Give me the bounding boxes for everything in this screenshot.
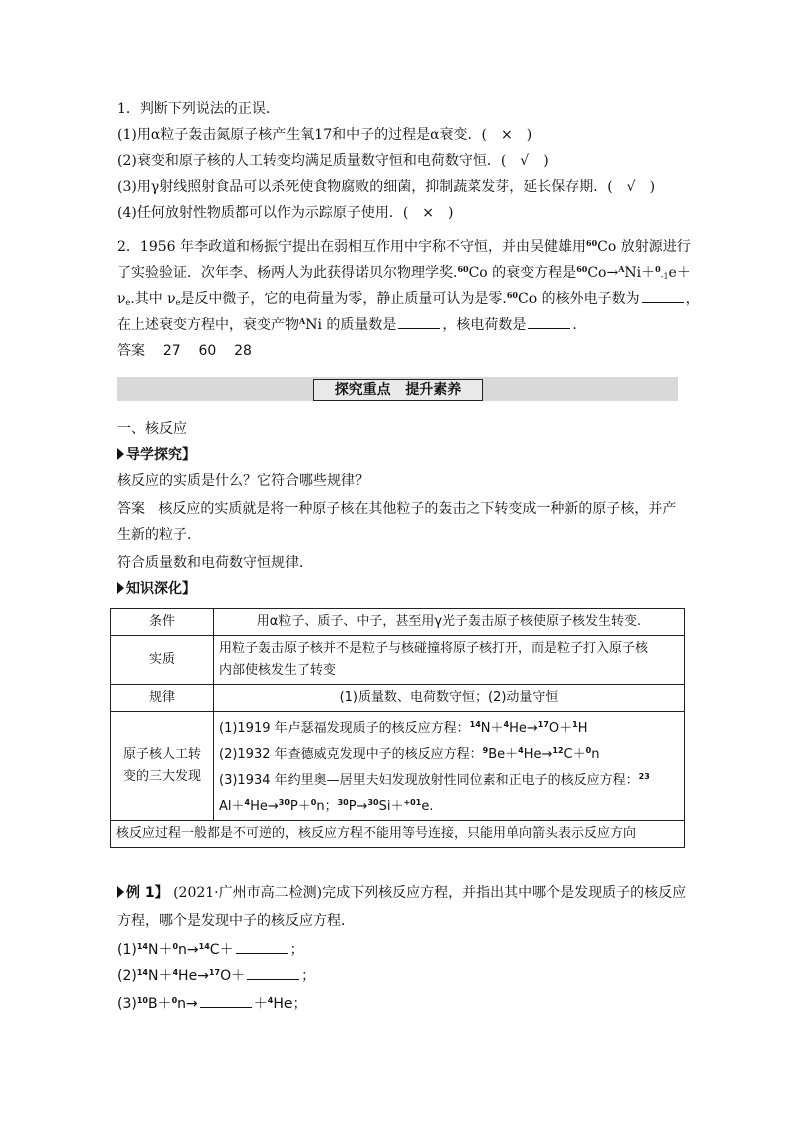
q1-item-4: (4)任何放射性物质都可以作为示踪原子使用．( × ) (117, 205, 454, 221)
wrong-mark: × (501, 127, 513, 143)
q2-line-2: 了实验验证．次年李、杨两人为此获得诺贝尔物理学奖.$^{60}$Co 的衰变方程是$^{60}$Co→$^A$Ni＋$^0_{-1}$e＋ (117, 264, 691, 281)
deep-tag: 知识深化】 (117, 578, 196, 600)
answer-blank (200, 993, 252, 1008)
answer-blank (528, 314, 570, 329)
check-mark: √ (520, 153, 530, 169)
answer-blank (398, 314, 440, 329)
table-row: 核反应过程一般都是不可逆的，核反应方程不能用等号连接，只能用单向箭头表示反应方向 (111, 821, 685, 848)
q2-line-3: $\nu_e$.其中 $\nu_e$是反中微子，它的电荷量为零，静止质量可认为是零.$^{60}$Co 的核外电子数为 ， (117, 290, 700, 307)
example-eq-1: $(1)^{14}N+^0n\to^{14}C+$ ； (117, 936, 304, 961)
section-banner: 探究重点 提升素养 (313, 379, 483, 401)
q2-line-4: 在上述衰变方程中，衰变产物$^A$Ni 的质量数是 ，核电荷数是 ． (117, 316, 587, 333)
tag-bracket-icon (117, 886, 124, 898)
answer-blank (642, 288, 684, 303)
wrong-mark: × (422, 205, 435, 221)
table-row: 规律 (1)质量数、电荷数守恒；(2)动量守恒 (111, 685, 685, 712)
example-line-1: 例 1】 (2021·广州市高二检测)完成下列核反应方程，并指出其中哪个是发现质子的核反应 (117, 882, 686, 904)
q1-title: 1．判断下列说法的正误． (117, 101, 280, 117)
tag-bracket-icon (117, 582, 124, 594)
q2-line-1: 2．1956 年李政道和杨振宁提出在弱相互作用中宇称不守恒，并由吴健雄用$^{60}$Co 放射源进行 (117, 238, 691, 255)
guide-answer-1: 答案 核反应的实质就是将一种原子核在其他粒子的轰击之下转变成一种新的原子核，并产 (117, 501, 677, 517)
guide-question: 核反应的实质是什么？它符合哪些规律？ (117, 473, 369, 489)
answer-blank (236, 939, 288, 954)
table-row: 实质 用粒子轰击原子核并不是粒子与核碰撞将原子核打开，而是粒子打入原子核 内部使核发生了转变 (111, 636, 685, 685)
q1-item-1: (1)用α粒子轰击氮原子核产生氧17和中子的过程是α衰变．( × ) (117, 127, 533, 143)
guide-answer-2: 生新的粒子． (117, 527, 201, 543)
q1-item-3: (3)用γ射线照射食品可以杀死使食物腐败的细菌，抑制蔬菜发芽，延长保存期．( √ ) (117, 179, 656, 195)
table-row: 条件 用α粒子、质子、中子，甚至用γ光子轰击原子核使原子核发生转变. (111, 609, 685, 636)
table-row: 原子核人工转 变的三大发现 (1)1919 年卢瑟福发现质子的核反应方程：$^{14}$N＋$^4$He→$^{17}$O＋$^1$H (2)1932 年查德威克发现中子的核反应方程：$^9$Be＋$^4$He→$^{12}$C＋$^0$n (3)1934 年约里奥—居里夫妇发现放射性同位素和正电子的核反应方程：$^{23}$ Al＋$^4$He→$^{30}$P＋$^0$n；$^{30}$P→$^{30}$Si＋$^{+01}$e. (111, 712, 685, 821)
example-eq-3: $(3)^{10}B+^0n\to +^4He$； (117, 990, 307, 1015)
example-eq-2: $(2)^{14}N+^4He\to^{17}O+$ ； (117, 962, 315, 987)
example-line-2: 方程，哪个是发现中子的核反应方程． (117, 913, 355, 929)
section-heading: 一、核反应 (117, 421, 187, 437)
tag-bracket-icon (117, 448, 124, 460)
q2-answer: 答案 27 60 28 (117, 343, 252, 359)
knowledge-table (110, 608, 685, 848)
guide-tag: 导学探究】 (117, 444, 196, 466)
guide-answer-3: 符合质量数和电荷数守恒规律． (117, 555, 313, 571)
q1-item-2: (2)衰变和原子核的人工转变均满足质量数守恒和电荷数守恒．( √ ) (117, 153, 549, 169)
answer-blank (247, 965, 299, 980)
check-mark: √ (626, 179, 636, 195)
